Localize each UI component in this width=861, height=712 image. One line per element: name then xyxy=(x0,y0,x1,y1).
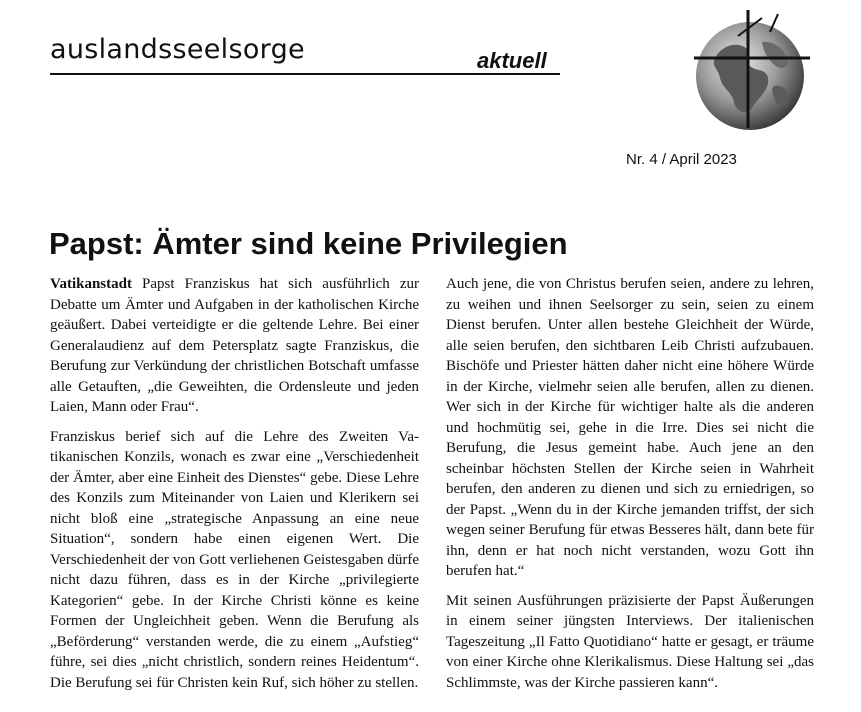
article-paragraph: Franziskus berief sich auf die Lehre des Zweiten Vatikanischen Konzils, wonach es zwar eine „Verschiedenheit der Ämter, aber eine Einheit des Dienstes“ gebe. Diese Lehre des Konzils zum Miteinander von Laien und Klerikern sei nicht bloß eine „strategische Anpassung an eine neue Situation“, sondern habe einen eigenen Wert. Die Verschiedenheit der von Gott verliehenen Geistesgaben dürfe nicht dazu führen, dass es in der Kirche „privilegierte Kategorien“ gebe. In der Kirche Christi könne es keine Formen der Ungleichheit geben. Wenn die Berufung als „Beförderung“ verstanden werde, die zu einem „Aufstieg“ führe, sei dies „nicht christlich, sondern reines Heidentum“. Die Berufung sei für Christen kein Ruf, sich höher zu stellen. xyxy=(50,428,419,691)
article-column-right xyxy=(446,274,814,702)
paragraph-text: Papst Franziskus hat sich ausführlich zur Debatte um Ämter und Aufgaben in der katholischen Kirche geäußert. Dabei verteidigte er die geltende Lehre. Bei einer Generalaudienz auf dem Petersplatz sagte Franziskus, die Berufung zur Verkündung der christlichen Botschaft umfasse alle Getauften, „die Geweihten, die Ordensleute und jeden Laien, Mann oder Frau“. xyxy=(50,276,419,415)
article-column-left xyxy=(50,274,419,702)
dateline: Vatikanstadt xyxy=(50,276,132,292)
article-paragraph: Auch jene, die von Christus berufen seien, andere zu lehren, zu weihen und ihnen Seelsorger zu sein, seien zu einem Dienst berufen. Unter allen bestehe Gleichheit der Würde, alle seien berufen, den sichtbaren Leib Christi aufzubauen. Bischöfe und Priester hätten daher nicht eine höhere Würde in der Kirche, vielmehr seien alle berufen, allen zu dienen. Wer sich in der Kirche für wichtiger halte als die anderen und hochmütig sei, gehe in die Irre. Dies sei nicht die Berufung, die Jesus gemeint habe. Auch jene an den scheinbar höchsten Stellen der Kirche seien in Wahrheit berufen, den anderen zu dienen und sich zu erniedrigen, so der Papst. „Wenn du in der Kirche jemanden triffst, der sich wegen seiner Berufung für etwas Besseres hält, dann bete für ihn, denn er hat noch nicht verstanden, wozu Gott ihn berufen hat.“ xyxy=(446,276,814,579)
article-paragraph: Mit seinen Ausführungen präzisierte der Papst Äußerungen in einem seiner jüngsten Interviews. Der italienischen Tageszeitung „Il Fatto Quotidiano“ hatte er gesagt, er träume von einer Kirche ohne Klerikalismus. Diese Haltung sei „das Schlimmste, was der Kirche passieren kann“. xyxy=(446,592,814,691)
article-paragraph xyxy=(50,274,419,418)
article-headline: Papst: Ämter sind keine Privilegien xyxy=(49,226,568,261)
issue-number: Nr. 4 / April 2023 xyxy=(626,151,737,168)
globe-logo-icon xyxy=(686,8,812,134)
masthead-title: auslandsseelsorge xyxy=(50,34,305,65)
masthead-tag: aktuell xyxy=(477,48,547,73)
